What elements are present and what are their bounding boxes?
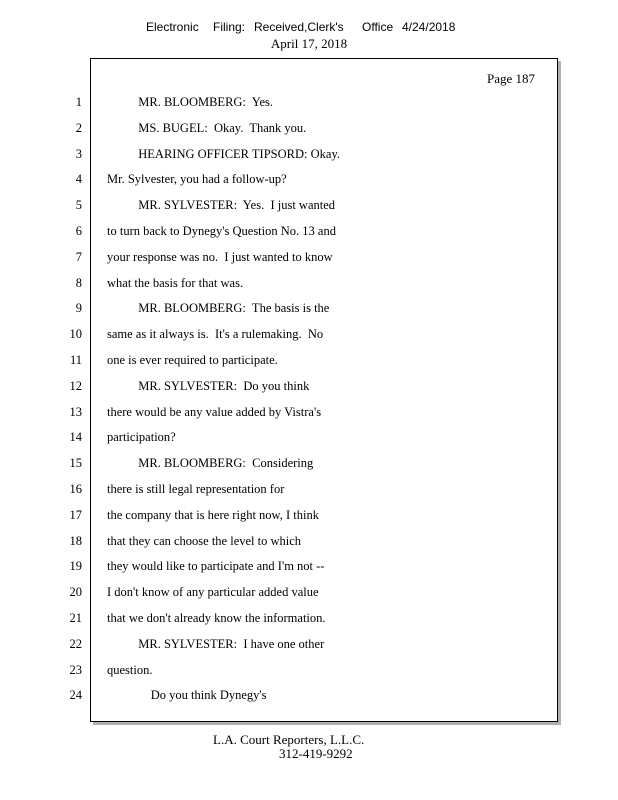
line-number: 8 xyxy=(75,275,82,290)
line-number-column xyxy=(60,94,82,713)
line-number: 5 xyxy=(75,198,82,213)
transcript-line: there would be any value added by Vistra's xyxy=(107,404,322,419)
court-reporter-name: L.A. Court Reporters, L.L.C. xyxy=(213,732,365,747)
line-number: 2 xyxy=(75,120,82,135)
line-number: 20 xyxy=(69,585,82,600)
transcript-line: MR. SYLVESTER: Yes. I just wanted xyxy=(107,198,336,213)
transcript-line: MR. BLOOMBERG: The basis is the xyxy=(107,301,330,316)
transcript-line: the company that is here right now, I think xyxy=(107,507,319,522)
transcript-line: that they can choose the level to which xyxy=(107,533,302,548)
transcript-line: participation? xyxy=(107,430,176,445)
stamp-word-filing: Filing: xyxy=(213,20,246,34)
transcript-line: I don't know of any particular added value xyxy=(107,585,319,600)
transcript-line: to turn back to Dynegy's Question No. 13 and xyxy=(107,223,336,238)
line-number: 11 xyxy=(69,352,82,367)
line-number: 21 xyxy=(69,610,82,625)
transcript-line: Do you think Dynegy's xyxy=(107,688,267,703)
line-number: 10 xyxy=(69,327,82,342)
line-number: 18 xyxy=(69,533,82,548)
transcript-line: they would like to participate and I'm not -- xyxy=(107,559,325,574)
line-number: 15 xyxy=(69,456,82,471)
transcript-line: MR. SYLVESTER: I have one other xyxy=(107,636,325,651)
line-number: 3 xyxy=(75,146,82,161)
stamp-word-received: Received,Clerk's xyxy=(254,20,344,34)
stamp-word-office: Office xyxy=(362,20,394,34)
court-reporter-phone: 312-419-9292 xyxy=(279,746,353,761)
transcript-line: there is still legal representation for xyxy=(107,481,285,496)
line-number: 19 xyxy=(69,559,82,574)
transcript-line: same as it always is. It's a rulemaking. No xyxy=(107,327,324,342)
line-number: 14 xyxy=(69,430,82,445)
page-number: Page 187 xyxy=(487,71,536,86)
transcript-text-column xyxy=(107,94,340,713)
transcript-line: MR. SYLVESTER: Do you think xyxy=(107,378,310,393)
transcript-line: that we don't already know the information. xyxy=(107,610,326,625)
transcript-line: MS. BUGEL: Okay. Thank you. xyxy=(107,120,307,135)
stamp-word-electronic: Electronic xyxy=(146,20,199,34)
transcript-line: question. xyxy=(107,662,153,677)
line-number: 9 xyxy=(75,301,82,316)
transcript-line: what the basis for that was. xyxy=(107,275,244,290)
transcript-line: your response was no. I just wanted to know xyxy=(107,249,333,264)
line-number: 17 xyxy=(69,507,82,522)
line-number: 6 xyxy=(75,223,82,238)
transcript-line: Mr. Sylvester, you had a follow-up? xyxy=(107,172,287,187)
line-number: 1 xyxy=(75,95,82,109)
stamp-date: 4/24/2018 xyxy=(402,20,456,34)
hearing-date: April 17, 2018 xyxy=(270,36,348,51)
transcript-line: HEARING OFFICER TIPSORD: Okay. xyxy=(107,146,341,161)
line-number: 13 xyxy=(69,404,82,419)
line-number: 23 xyxy=(69,662,82,677)
transcript-line: one is ever required to participate. xyxy=(107,352,278,367)
line-number: 24 xyxy=(69,688,82,703)
transcript-line: MR. BLOOMBERG: Considering xyxy=(107,456,314,471)
line-number: 16 xyxy=(69,481,82,496)
line-number: 4 xyxy=(75,172,82,187)
line-number: 22 xyxy=(69,636,82,651)
line-number: 12 xyxy=(69,378,82,393)
transcript-line: MR. BLOOMBERG: Yes. xyxy=(107,95,274,109)
line-number: 7 xyxy=(75,249,82,264)
